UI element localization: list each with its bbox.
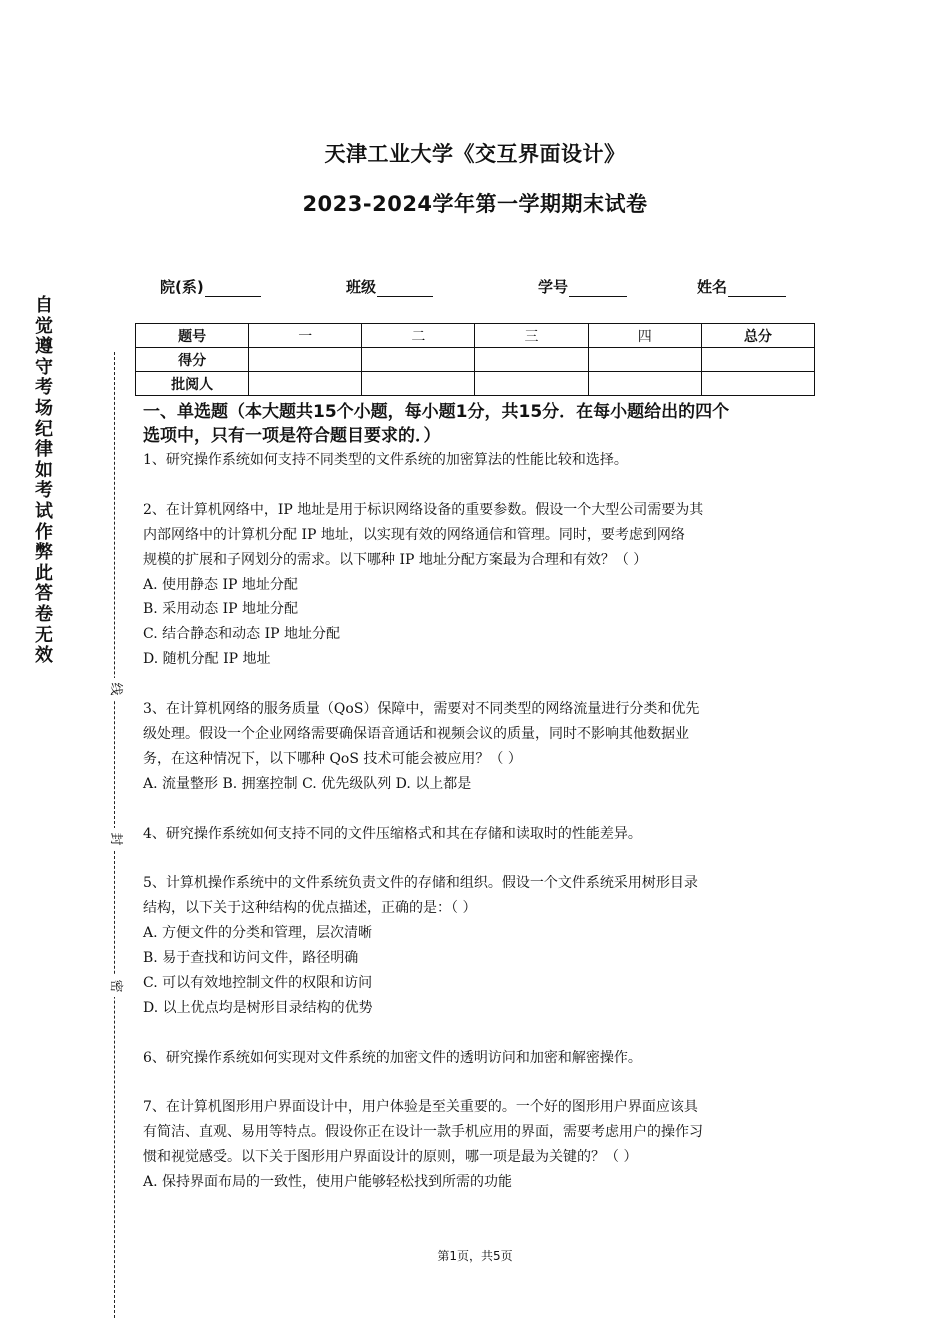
question-text: 3、在计算机网络的服务质量（QoS）保障中，需要对不同类型的网络流量进行分类和优先 <box>143 701 700 718</box>
question-5 <box>143 871 813 1020</box>
score-header-cell: 二 <box>362 324 475 348</box>
score-table-header-row <box>136 324 815 348</box>
option-b: B. 易于查找和访问文件，路径明确 <box>143 950 359 967</box>
grader-row-label: 批阅人 <box>136 372 249 396</box>
exam-title-line2: 2023-2024学年第一学期期末试卷 <box>302 192 648 216</box>
option-b: B. 采用动态 IP 地址分配 <box>143 601 299 618</box>
class-label: 班级 <box>346 278 377 296</box>
question-text: 规模的扩展和子网划分的需求。以下哪种 IP 地址分配方案最为合理和有效？（ ） <box>143 551 648 568</box>
section-heading-line2: 选项中，只有一项是符合题目要求的．） <box>143 426 441 446</box>
option-a: A. 保持界面布局的一致性，使用户能够轻松找到所需的功能 <box>143 1174 513 1191</box>
seal-char-line: 线 <box>104 678 126 700</box>
grader-row <box>136 372 815 396</box>
exam-content <box>143 400 813 1195</box>
score-cell[interactable] <box>249 348 362 372</box>
question-1 <box>143 448 813 473</box>
option-d: D. 以上优点均是树形目录结构的优势 <box>143 999 373 1016</box>
question-3 <box>143 697 813 797</box>
score-row-label: 得分 <box>136 348 249 372</box>
grader-cell[interactable] <box>701 372 814 396</box>
score-header-cell: 总分 <box>701 324 814 348</box>
score-cell[interactable] <box>475 348 588 372</box>
grader-cell[interactable] <box>249 372 362 396</box>
question-text: 结构，以下关于这种结构的优点描述，正确的是：（ ） <box>143 900 477 917</box>
score-header-cell: 题号 <box>136 324 249 348</box>
score-header-cell: 四 <box>588 324 701 348</box>
department-field <box>160 276 261 297</box>
question-text: 务，在这种情况下，以下哪种 QoS 技术可能会被应用？（ ） <box>143 750 522 767</box>
question-7 <box>143 1095 813 1195</box>
question-4 <box>143 822 813 847</box>
score-header-cell: 一 <box>249 324 362 348</box>
question-2 <box>143 498 813 672</box>
question-6 <box>143 1046 813 1071</box>
grader-cell[interactable] <box>475 372 588 396</box>
name-label: 姓名 <box>697 278 728 296</box>
score-header-cell: 三 <box>475 324 588 348</box>
student-id-label: 学号 <box>538 278 569 296</box>
grader-cell[interactable] <box>362 372 475 396</box>
question-text: 1、研究操作系统如何支持不同类型的文件系统的加密算法的性能比较和选择。 <box>143 452 628 468</box>
option-d: D. 随机分配 IP 地址 <box>143 651 271 668</box>
options-inline: A. 流量整形 B. 拥塞控制 C. 优先级队列 D. 以上都是 <box>143 775 472 792</box>
question-text: 内部网络中的计算机分配 IP 地址，以实现有效的网络通信和管理。同时，要考虑到网络 <box>143 526 685 543</box>
question-text: 有简洁、直观、易用等特点。假设你正在设计一款手机应用的界面，需要考虑用户的操作习 <box>143 1124 703 1141</box>
name-blank <box>728 280 786 297</box>
name-field <box>697 276 786 297</box>
seal-char-secret: 密 <box>104 975 126 997</box>
class-blank <box>377 280 433 297</box>
question-text: 7、在计算机图形用户界面设计中，用户体验是至关重要的。一个好的图形用户界面应该具 <box>143 1099 698 1116</box>
grader-cell[interactable] <box>588 372 701 396</box>
option-c: C. 可以有效地控制文件的权限和访问 <box>143 974 373 991</box>
department-label: 院(系) <box>160 278 204 296</box>
option-a: A. 方便文件的分类和管理，层次清晰 <box>143 925 373 942</box>
exam-discipline-notice: 自觉遵守考场纪律如考试作弊此答卷无效 <box>35 295 53 667</box>
question-text: 5、计算机操作系统中的文件系统负责文件的存储和组织。假设一个文件系统采用树形目录 <box>143 875 698 892</box>
section-heading-line1: 一、单选题（本大题共15个小题，每小题1分，共15分．在每小题给出的四个 <box>143 402 730 422</box>
score-row <box>136 348 815 372</box>
seal-char-seal: 封 <box>104 828 126 850</box>
question-text: 惯和视觉感受。以下关于图形用户界面设计的原则，哪一项是最为关键的？（ ） <box>143 1149 638 1166</box>
exam-title-line1: 天津工业大学《交互界面设计》 <box>324 142 626 166</box>
score-cell[interactable] <box>362 348 475 372</box>
score-cell[interactable] <box>588 348 701 372</box>
score-table <box>135 323 815 396</box>
option-a: A. 使用静态 IP 地址分配 <box>143 576 298 593</box>
score-cell[interactable] <box>701 348 814 372</box>
student-info-row <box>0 276 950 298</box>
question-text: 2、在计算机网络中，IP 地址是用于标识网络设备的重要参数。假设一个大型公司需要为其 <box>143 501 704 518</box>
page-number: 第1页，共5页 <box>437 1249 513 1263</box>
department-blank <box>205 280 261 297</box>
student-id-blank <box>569 280 627 297</box>
class-field <box>346 276 433 297</box>
question-text: 级处理。假设一个企业网络需要确保语音通话和视频会议的质量，同时不影响其他数据业 <box>143 725 689 742</box>
option-c: C. 结合静态和动态 IP 地址分配 <box>143 626 340 643</box>
question-text: 4、研究操作系统如何支持不同的文件压缩格式和其在存储和读取时的性能差异。 <box>143 825 642 842</box>
question-text: 6、研究操作系统如何实现对文件系统的加密文件的透明访问和加密和解密操作。 <box>143 1049 642 1066</box>
student-id-field <box>538 276 627 297</box>
